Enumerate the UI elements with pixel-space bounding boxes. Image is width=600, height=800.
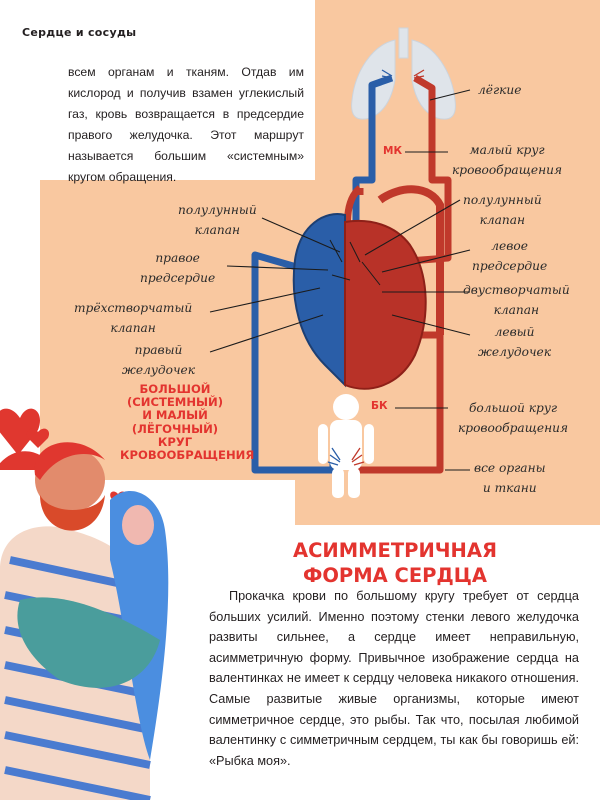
label-semilunar-valve-left: полулунный клапан [463,193,542,227]
chapter-header: Сердце и сосуды [22,26,137,39]
body-silhouette [318,394,374,498]
label-right-atrium: правое предсердие [140,251,216,285]
label-mk: МК [383,145,403,157]
label-semilunar-valve-right: полулунный клапан [178,203,257,237]
label-bicuspid-valve: двустворчатый клапан [463,283,570,317]
label-organs: все органы и ткани [474,461,546,495]
section-title: АСИММЕТРИЧНАЯ ФОРМА СЕРДЦА [293,539,497,587]
label-left-ventricle: левый желудочек [478,325,552,359]
label-bk: БК [371,400,388,412]
label-left-atrium: левое предсердие [472,239,548,273]
label-small-circle: малый круг кровообращения [452,143,563,177]
lungs-illustration [352,28,456,119]
intro-paragraph: всем органам и тканям. Отдав им кислород и получив взамен углекислый газ, кровь возвращается в предсердие правого желудочка. Этот маршрут называется большим «системным» кругом обращения. [68,65,304,184]
section-body: Прокачка крови по большому кругу требует от сердца больших усилий. Именно поэтому стенки левого желудочка развиты сильнее, а сердце имеет неправильную, асимметричную форму. Привычное изображение сердца на валентинках не имеет к сердцу человека никакого отношения. Самые развитые живые организмы, которые имеют симметричное сердце, это рыбы. Так что, посылая любимой валентинку с симметричным сердцем, ты как бы говоришь ей: «Рыбка моя». [209,589,579,768]
label-lungs: лёгкие [478,83,522,97]
label-tricuspid-valve: трёхстворчатый клапан [74,301,193,335]
label-big-circle: большой круг кровообращения [458,401,569,435]
label-right-ventricle: правый желудочек [122,343,196,377]
couple-illustration [0,409,168,800]
circulation-title: БОЛЬШОЙ (СИСТЕМНЫЙ) И МАЛЫЙ (ЛЁГОЧНЫЙ) КРУГ КРОВООБРАЩЕНИЯ [120,382,255,463]
heart-decoration-icon [27,429,49,448]
